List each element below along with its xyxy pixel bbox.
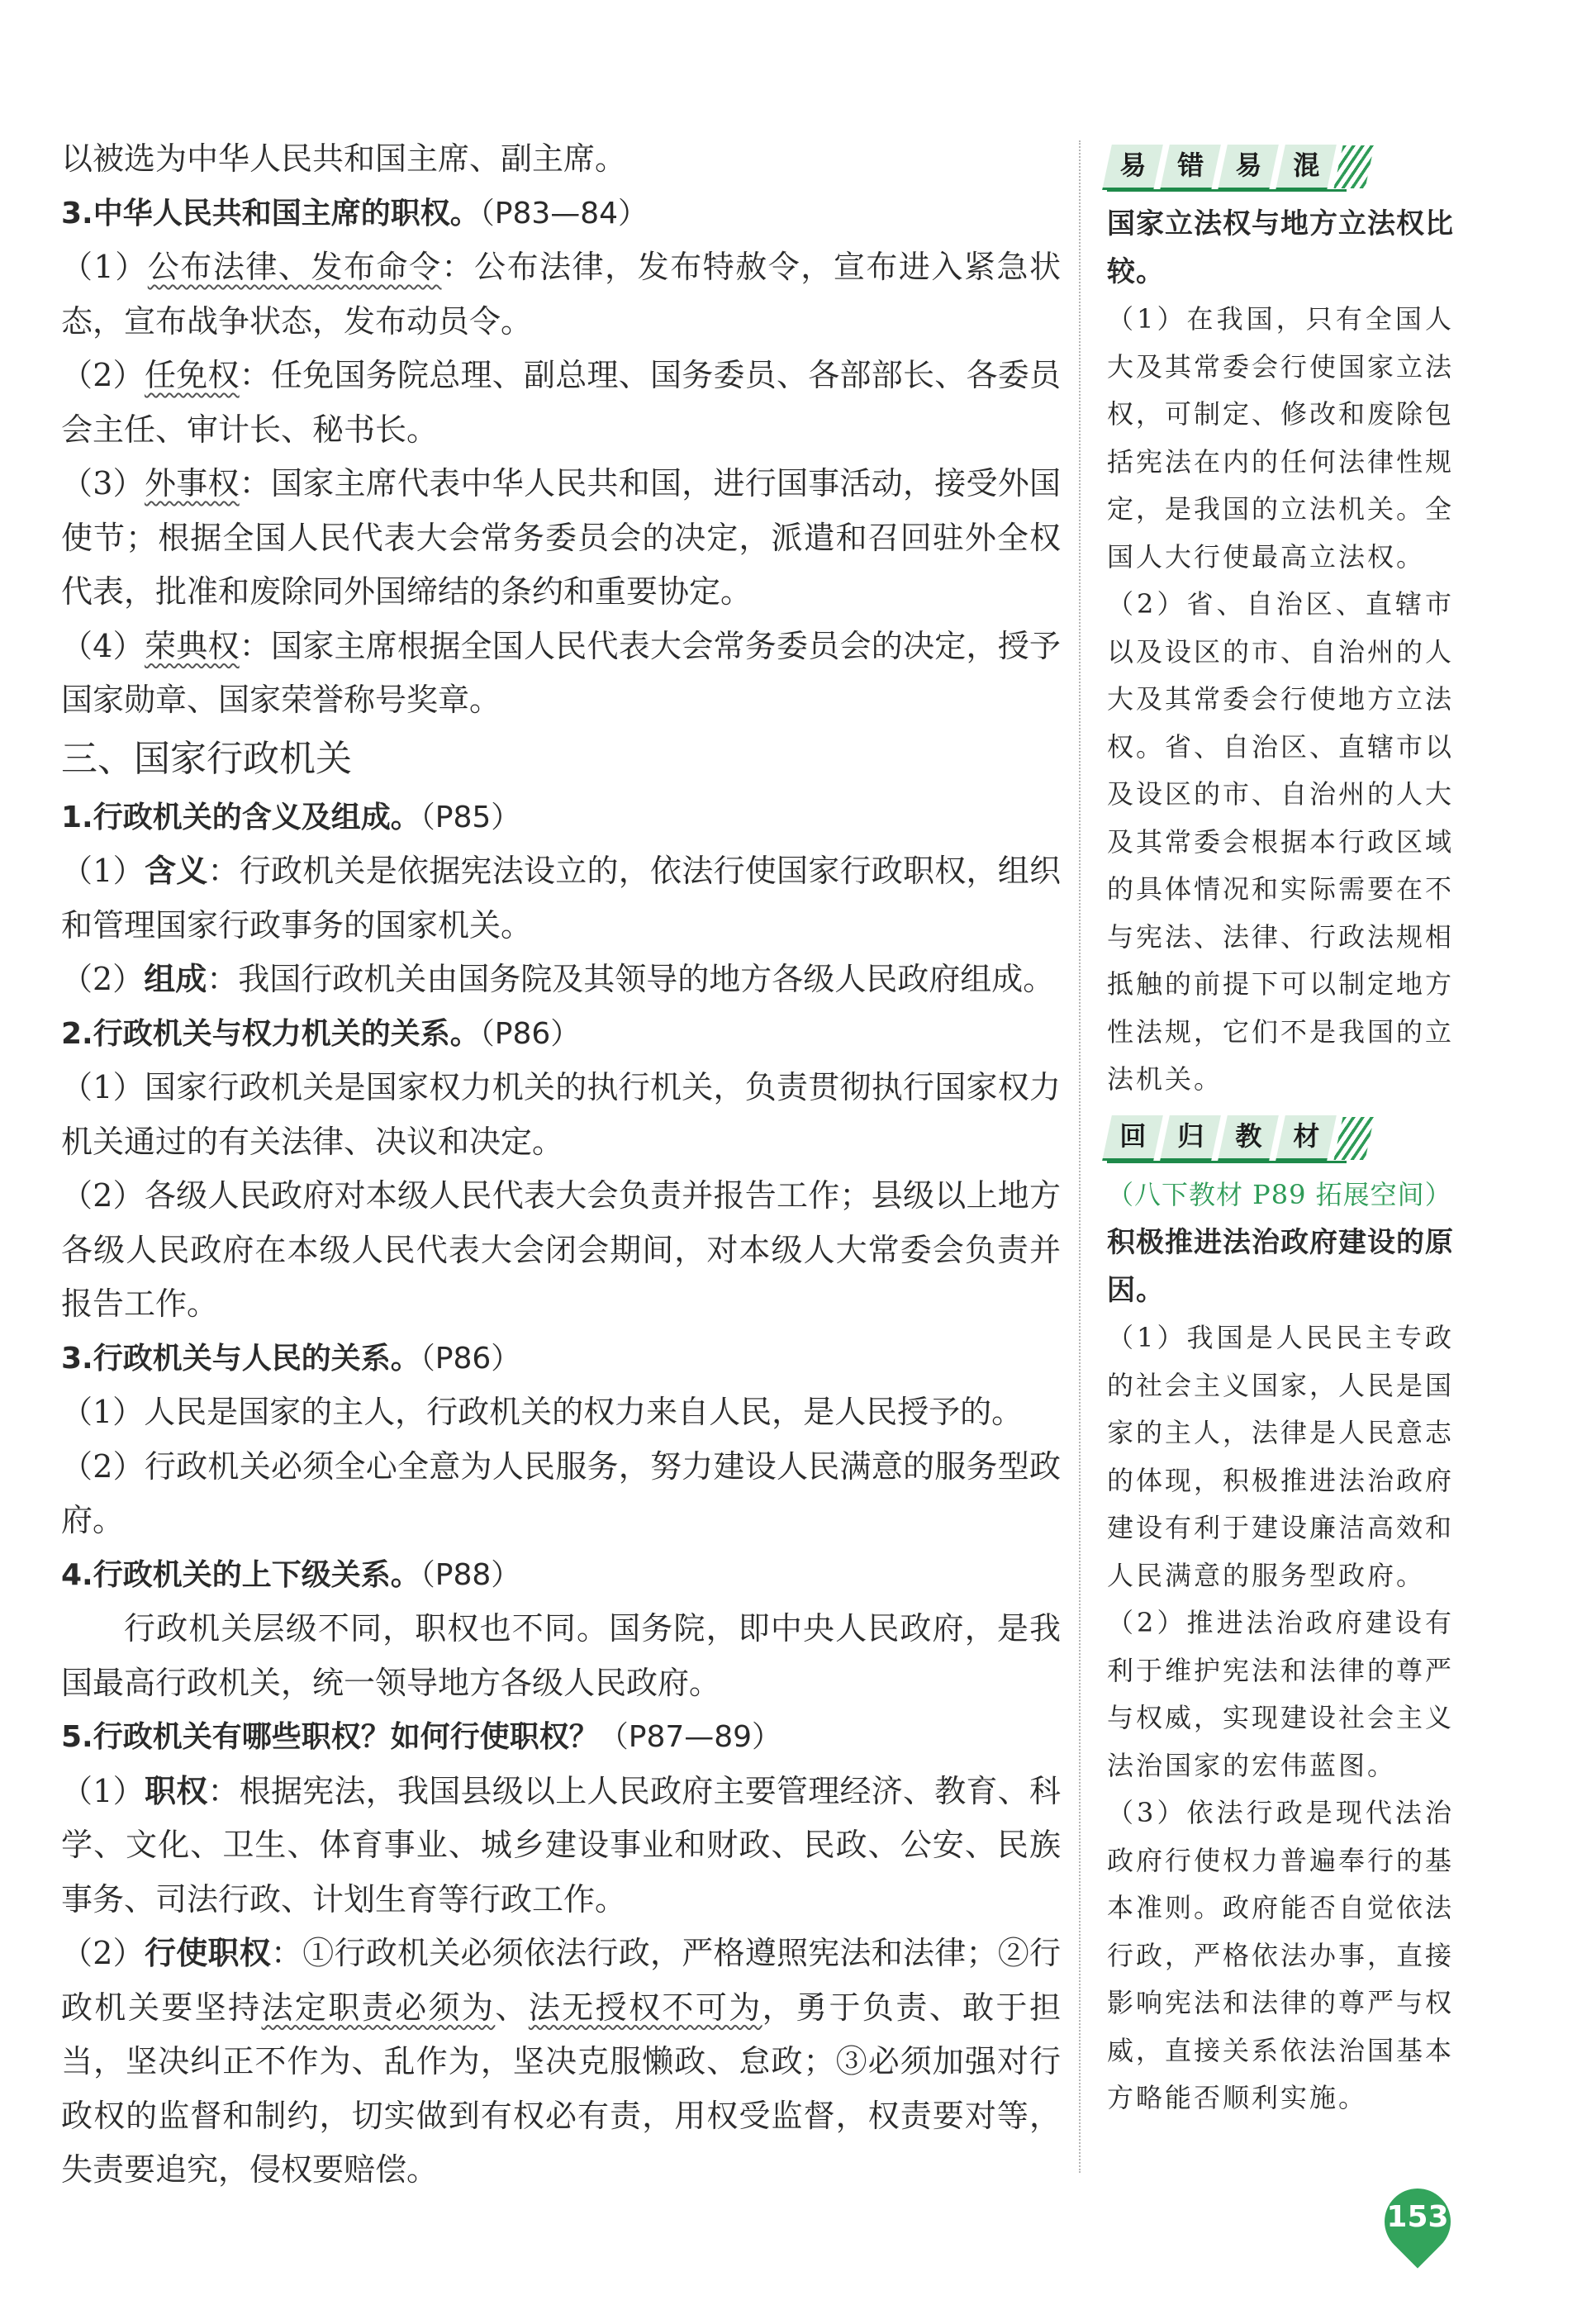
heading <box>61 1332 1061 1386</box>
heading-text: 1.行政机关的含义及组成。 <box>61 800 420 834</box>
heading-president-powers <box>61 187 1061 241</box>
item-text: ：国家主席代表中华人民共和国，进行国事活动，接受外国使节；根据全国人民代表大会常务委员会的决定，派遣和召回驻外全权代表，批准和废除同外国缔结的条约和重要协定。 <box>61 465 1061 610</box>
keyword: 法定职责必须为 <box>261 1989 496 2026</box>
textbook-reference: （八下教材 P89 拓展空间） <box>1107 1178 1452 1210</box>
heading <box>61 1710 1061 1765</box>
keyword: 行使职权 <box>144 1935 271 1971</box>
item-number: （2） <box>61 961 145 997</box>
tag-char-text: 易 <box>1119 149 1147 181</box>
keyword: 含义 <box>144 853 208 889</box>
heading <box>61 791 1061 845</box>
sidebar-title: 国家立法权与地方立法权比较。 <box>1107 207 1454 288</box>
item-number: （4） <box>61 627 145 664</box>
tag-char <box>1160 1115 1221 1161</box>
item-text: ：任免国务院总理、副总理、国务委员、各部部长、各委员会主任、审计长、秘书长。 <box>61 357 1061 448</box>
stripe-decoration <box>1333 145 1374 188</box>
tag-underline <box>1107 1161 1347 1163</box>
item-text: ：①行政机关必须依法行政，严格遵照宪法和法律；②行政机关要坚持 <box>61 1935 1061 2026</box>
sidebar <box>1107 140 1454 2122</box>
tag-char-text: 归 <box>1177 1120 1204 1152</box>
heading-text: 3.行政机关与人民的关系。 <box>61 1341 420 1376</box>
paragraph <box>61 953 1061 1007</box>
section-heading: 三、国家行政机关 <box>61 737 352 780</box>
main-column <box>61 132 1061 2198</box>
item-text: ：行政机关是依据宪法设立的，依法行使国家行政职权，组织和管理国家行政事务的国家机关。 <box>61 853 1061 943</box>
tag-char-text: 教 <box>1235 1120 1262 1152</box>
paragraph <box>61 1765 1061 1927</box>
page-number: 153 <box>1386 2200 1449 2234</box>
keyword: 组成 <box>144 961 207 997</box>
page-ref: （P86） <box>420 1341 521 1376</box>
paragraph: （2）各级人民政府对本级人民代表大会负责并报告工作；县级以上地方各级人民政府在本级人民代表大会闭会期间，对本级人大常委会负责并报告工作。 <box>61 1177 1061 1322</box>
heading <box>61 1548 1061 1603</box>
heading-text: 4.行政机关的上下级关系。 <box>61 1557 420 1592</box>
item-text: 、 <box>495 1989 529 2026</box>
tag-char-text: 材 <box>1293 1120 1320 1152</box>
tag-char <box>1102 1115 1163 1161</box>
paragraph <box>61 844 1061 953</box>
item-text: ：国家主席根据全国人民代表大会常务委员会的决定，授予国家勋章、国家荣誉称号奖章。 <box>61 627 1061 718</box>
keyword: 任免权 <box>144 357 240 393</box>
keyword: 职权 <box>144 1772 208 1809</box>
tag-underline <box>1107 189 1347 192</box>
paragraph: （1）人民是国家的主人，行政机关的权力来自人民，是人民授予的。 <box>61 1394 1024 1430</box>
sidebar-paragraph: （1）在我国，只有全国人大及其常委会行使国家立法权，可制定、修改和废除包括宪法在内的任何法律性规定，是我国的立法机关。全国人大行使最高立法权。 <box>1107 303 1455 573</box>
page-number-badge <box>1380 2185 1456 2261</box>
tag-char <box>1218 145 1279 190</box>
item-text: ：公布法律，发布特赦令，宣布进入紧急状态，宣布战争状态，发布动员令。 <box>61 249 1061 340</box>
page-ref: （P85） <box>420 800 521 834</box>
tag-back-to-textbook <box>1107 1112 1454 1165</box>
tag-char-text: 易 <box>1235 149 1262 181</box>
heading-text: 5.行政机关有哪些职权？如何行使职权？ <box>61 1720 599 1754</box>
paragraph <box>61 1927 1061 2198</box>
heading-text: 2.行政机关与权力机关的关系。 <box>61 1016 480 1051</box>
stripe-decoration <box>1333 1117 1374 1160</box>
page-ref: （P88） <box>420 1557 521 1592</box>
item-number: （2） <box>61 357 145 393</box>
tag-char-text: 回 <box>1119 1120 1147 1152</box>
heading-text: 3.中华人民共和国主席的职权。 <box>61 196 480 230</box>
tag-char <box>1102 145 1163 190</box>
sidebar-paragraph: （3）依法行政是现代法治政府行使权力普遍奉行的基本准则。政府能否自觉依法行政，严格依法办事，直接影响宪法和法律的尊严与权威，直接关系依法治国基本方略能否顺利实施。 <box>1107 1797 1455 2113</box>
page-ref: （P87—89） <box>598 1720 782 1754</box>
item-number: （1） <box>61 1772 145 1809</box>
item-number: （1） <box>61 249 148 285</box>
page-ref: （P83—84） <box>479 196 648 230</box>
keyword: 荣典权 <box>144 627 240 664</box>
keyword: 外事权 <box>144 465 240 501</box>
paragraph <box>61 349 1061 457</box>
tag-char-text: 错 <box>1177 149 1204 181</box>
item-text: ：我国行政机关由国务院及其领导的地方各级人民政府组成。 <box>207 961 1055 997</box>
sidebar-paragraph: （1）我国是人民民主专政的社会主义国家，人民是国家的主人，法律是人民意志的体现，积极推进法治政府建设有利于建设廉洁高效和人民满意的服务型政府。 <box>1107 1322 1455 1591</box>
tag-char <box>1276 1115 1337 1161</box>
paragraph: 行政机关层级不同，职权也不同。国务院，即中央人民政府，是我国最高行政机关，统一领导地方各级人民政府。 <box>61 1610 1061 1701</box>
paragraph <box>61 457 1061 620</box>
sidebar-title: 积极推进法治政府建设的原因。 <box>1107 1226 1454 1307</box>
tag-char <box>1276 145 1337 190</box>
paragraph: （2）行政机关必须全心全意为人民服务，努力建设人民满意的服务型政府。 <box>61 1447 1061 1538</box>
item-text: ，勇于负责、敢于担当，坚决纠正不作为、乱作为，坚决克服懒政、怠政；③必须加强对行政权的监督和制约，切实做到有权必有责，用权受监督，权责要对等，失责要追究，侵权要赔偿。 <box>61 1989 1061 2188</box>
tag-char <box>1160 145 1221 190</box>
tag-char <box>1218 1115 1279 1161</box>
tag-char-text: 混 <box>1293 149 1320 181</box>
tag-error-prone <box>1107 140 1454 193</box>
item-number: （1） <box>61 853 145 889</box>
item-text: ：根据宪法，我国县级以上人民政府主要管理经济、教育、科学、文化、卫生、体育事业、城乡建设事业和财政、民政、公安、民族事务、司法行政、计划生育等行政工作。 <box>61 1772 1061 1918</box>
paragraph: （1）国家行政机关是国家权力机关的执行机关，负责贯彻执行国家权力机关通过的有关法律、决议和决定。 <box>61 1069 1061 1160</box>
paragraph <box>61 240 1061 349</box>
heading <box>61 1007 1061 1062</box>
sidebar-paragraph: （2）省、自治区、直辖市以及设区的市、自治州的人大及其常委会行使地方立法权。省、自治区、直辖市以及设区的市、自治州的人大及其常委会根据本行政区域的具体情况和实际需要在不与宪法、法律、行政法规相抵触的前提下可以制定地方性法规，它们不是我国的立法机关。 <box>1107 588 1455 1095</box>
column-divider <box>1079 140 1081 2173</box>
page-ref: （P86） <box>479 1016 581 1051</box>
sidebar-paragraph: （2）推进法治政府建设有利于维护宪法和法律的尊严与权威，实现建设社会主义法治国家的宏伟蓝图。 <box>1107 1607 1455 1781</box>
text-line: 以被选为中华人民共和国主席、副主席。 <box>61 140 627 177</box>
paragraph <box>61 620 1061 728</box>
keyword: 公布法律、发布命令 <box>147 249 442 285</box>
item-number: （3） <box>61 465 145 501</box>
keyword: 法无授权不可为 <box>528 1989 762 2026</box>
item-number: （2） <box>61 1935 145 1971</box>
